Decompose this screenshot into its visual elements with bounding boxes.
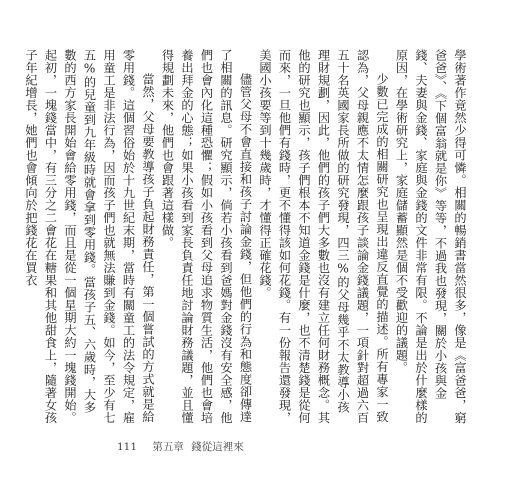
- chapter-title: 錢從這裡來: [191, 441, 244, 453]
- body-text: [24, 49, 469, 424]
- chapter-label: 第五章: [152, 441, 184, 453]
- page-footer: [117, 439, 244, 454]
- page-number: 111: [117, 441, 138, 453]
- paragraph: 學術著作竟然少得可憐。相關的暢銷書當然很多，像是《富爸爸，窮爸爸》、《下個富翁就是你》等等，不過我也發現，關於小孩與金錢、夫妻與金錢、家庭與金錢的文件非常有限。不論是出於什麼樣的原因，在學術研究上，家庭儲蓄顯然是個不受歡迎的議題。: [394, 49, 467, 424]
- paragraph: 少數已完成的相關研究也呈現出違反直覺的描述。所有專家一致認為，父母親應不太情怎麼跟孩子談論金錢議題，一項針對超過六百五十名英國家長所做的研究發現，四三%的父母幾乎不太教導小孩理財規劃，因此，他們的孩子們大多數也沒有建立任何財務概念。其他的研究也顯示，孩子們根本不知道金錢是什麼，也不清楚錢是從何而來，一旦他們有錢時，更不懂得該如何花錢。有一份報告還發現，美國小孩要等到十幾歲時，才懂得正確花錢。: [258, 49, 389, 424]
- paragraph: 當然，父母要教導孩子負起財務責任，第一個嘗試的方式就是給零用錢。這個習俗始於十九世紀末期，當時有關童工的法令規定，雇用童工是非法行為，因而孩子們也就無法賺到金錢。如今，至少有七五%的兒童到九年級時就會拿到零用錢。當孩子五、六歲時，大多數的西方家長開始會給零用錢，而且是從一個星期大約一塊錢開始。起初，一塊錢當中，有三分之二會花在糖果和其他甜食上，隨著女孩子年紀增長，她們也會傾向於把錢花在買衣: [24, 49, 155, 424]
- paragraph: 儘管父母不會直接和孩子討論金錢，但他們的行為和態度卻傳達了相關的訊息。研究顯示，倘若小孩看到爸媽對金錢沒有安全感，他們也會內化這種恐懼；假如小孩看到父母追求物質生活，他們也會培養出拜金的心態；如果小孩看到家長負責任地討論財務議題，並且懂得規劃未來，他們也會跟著這樣做。: [160, 49, 253, 424]
